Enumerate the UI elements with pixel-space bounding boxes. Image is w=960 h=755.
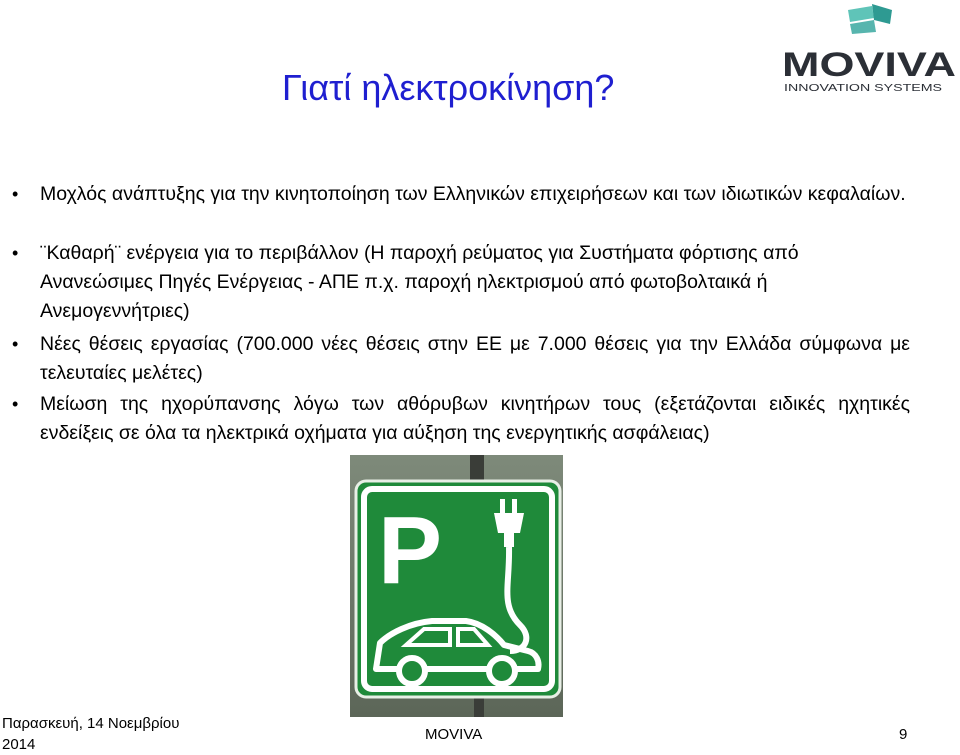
bullet-item: • Νέες θέσεις εργασίας (700.000 νέες θέσεις στην ΕΕ με 7.000 θέσεις για την Ελλάδα σύμφωνα με τελευταίες μελέτες) bbox=[40, 330, 910, 388]
logo-name: MOVIVA bbox=[782, 46, 956, 84]
footer-company: MOVIVA bbox=[425, 726, 483, 743]
logo-tagline: INNOVATION SYSTEMS bbox=[784, 82, 942, 94]
bullet-item: • Μείωση της ηχορύπανσης λόγω των αθόρυβων κινητήρων τους (εξετάζονται ειδικές ηχητικές ενδείξεις σε όλα τα ηλεκτρικά οχήματα για αύξηση της ενεργητικής ασφάλειας) bbox=[40, 390, 910, 448]
page-title: Γιατί ηλεκτροκίνηση? bbox=[282, 67, 615, 108]
page-number: 9 bbox=[899, 726, 908, 743]
moviva-logo bbox=[780, 2, 958, 94]
bullet-item: • ¨Καθαρή¨ ενέργεια για το περιβάλλον (Η παροχή ρεύματος για Συστήματα φόρτισης από Ανανεώσιμες Πηγές Ενέργειας - ΑΠΕ π.χ. παροχή ηλεκτρισμού από φωτοβολταικά ή Ανεμογεννήτριες) bbox=[40, 239, 910, 326]
bullet-item: • Μοχλός ανάπτυξης για την κινητοποίηση των Ελληνικών επιχειρήσεων και των ιδιωτικών κεφαλαίων. bbox=[40, 180, 910, 209]
footer-date: Παρασκευή, 14 Νοεμβρίου 2014 bbox=[2, 715, 180, 753]
ev-charging-sign-photo bbox=[350, 455, 563, 717]
parking-letter: P bbox=[378, 497, 443, 604]
